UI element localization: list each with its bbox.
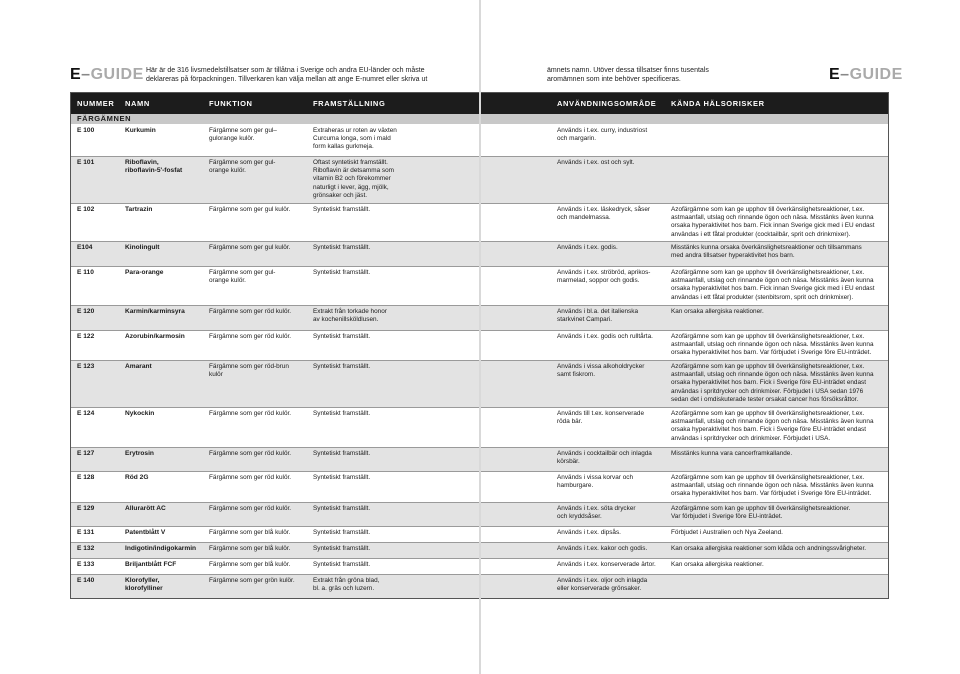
e-number: E 120 (77, 308, 95, 315)
additive-usage-line: samt fiskrom. (557, 371, 595, 379)
additive-function-line: Färgämne som ger gul– (209, 127, 277, 134)
additive-risks-line: orsaka hyperaktivitet hos barn. Fick innan Sverige gick med i EU endast (671, 285, 875, 293)
additive-production-line: bl. a. gräs och luzern. (313, 585, 375, 593)
additive-risks-line: orsaka hyperaktivitet hos barn. Var förbjudet i Sverige före EU-inträdet. (671, 349, 872, 357)
additive-production-line: Syntetiskt framställt. (313, 410, 371, 417)
additive-function-line: Färgämne som ger röd kulör. (209, 505, 292, 512)
additive-name-line: Röd 2G (125, 474, 149, 481)
additive-production-line: Syntetiskt framställt. (313, 363, 371, 370)
additive-usage-line: Används i t.ex. oljor och inlagda (557, 577, 648, 584)
additive-name-line: Indigotin/indigokarmin (125, 545, 197, 552)
additive-production-line: Riboflavin är detsamma som (313, 167, 394, 175)
additive-risks-line: Misstänks kunna vara cancerframkallande. (671, 450, 793, 457)
additive-risks-line: Var förbjudet i Sverige före EU-inträdet. (671, 513, 783, 521)
e-number: E 127 (77, 450, 95, 457)
e-number: E 128 (77, 474, 95, 481)
right-page (481, 0, 960, 674)
additive-name-line: riboflavin-5'-fosfat (125, 167, 183, 175)
header-namn: NAMN (125, 99, 150, 108)
additive-production-line: Syntetiskt framställt. (313, 545, 371, 552)
additive-risks-line: Azofärgämne som kan ge upphov till överkänslighetsreaktioner, t.ex. (671, 474, 865, 481)
section-title: FÄRGÄMNEN (77, 114, 132, 123)
additive-usage-line: röda bär. (557, 418, 583, 426)
additive-production-line: Extraheras ur roten av växten (313, 127, 397, 134)
additive-function-line: Färgämne som ger gul kulör. (209, 206, 291, 213)
additive-function-line: Färgämne som ger blå kulör. (209, 529, 291, 536)
e-number: E 124 (77, 410, 95, 417)
additive-function-line: Färgämne som ger grön kulör. (209, 577, 295, 584)
e-number: E 131 (77, 529, 95, 536)
additive-risks-line: orsaka hyperaktivitet hos barn. Var förbjudet i Sverige före EU-inträdet. (671, 490, 872, 498)
intro-text-left: Här är de 316 livsmedelstillsatser som är tillåtna i Sverige och andra EU-länder och måste deklareras på förpackningen. Tillverkaren kan välja mellan att ange E-numret eller skriva ut (146, 67, 428, 83)
additive-risks-line: Förbjudet i Australien och Nya Zeeland. (671, 529, 783, 536)
eguide-logo-left: E–GUIDE (70, 66, 144, 83)
additive-usage-line: Används i t.ex. dipsås. (557, 529, 621, 536)
additive-risks-line: Kan orsaka allergiska reaktioner. (671, 561, 764, 568)
additive-risks-line: Kan orsaka allergiska reaktioner som klåda och andningssvårigheter. (671, 545, 867, 552)
additive-risks-line: orsaka hyperaktivitet hos barn. Fick i Sverige före EU-inträdet endast (671, 379, 867, 387)
additive-function-line: kulör (209, 371, 223, 379)
additive-production-line: Curcuma longa, som i mald (313, 135, 391, 143)
additive-usage-line: Används i t.ex. ost och sylt. (557, 159, 635, 166)
additive-function-line: Färgämne som ger gul kulör. (209, 244, 291, 251)
additive-risks-line: Misstänks kunna orsaka överkänslighetsreaktioner och tillsammans (671, 244, 862, 251)
additive-risks-line: Azofärgämne som kan ge upphov till överkänslighetsreaktioner, t.ex. (671, 269, 865, 276)
additive-production-line: Syntetiskt framställt. (313, 529, 371, 536)
header-anvandning: ANVÄNDNINGSOMRÅDE (557, 99, 657, 108)
additive-function-line: Färgämne som ger blå kulör. (209, 561, 291, 568)
additive-risks-line: orsaka hyperaktivitet hos barn. Fick i Sverige före EU-inträdet endast (671, 426, 867, 434)
additive-usage-line: Används i t.ex. kakor och godis. (557, 545, 648, 552)
additive-name-line: Kurkumin (125, 127, 156, 134)
intro-text-right: ämnets namn. Utöver dessa tillsatser finns tusentals aromämnen som inte behöver specificeras. (547, 67, 709, 83)
additive-function-line: Färgämne som ger röd kulör. (209, 474, 292, 481)
e-number: E104 (77, 244, 93, 251)
additive-risks-line: orsaka hyperaktivitet hos barn. Fick innan Sverige gick med i EU endast (671, 222, 875, 230)
e-number: E 102 (77, 206, 95, 213)
additive-usage-line: körsbär. (557, 458, 580, 466)
additive-name-line: Briljantblått FCF (125, 561, 177, 568)
table-frame-left (70, 92, 479, 599)
additive-name-line: Nykockin (125, 410, 155, 417)
header-funktion: FUNKTION (209, 99, 253, 108)
additive-production-line: Syntetiskt framställt. (313, 269, 371, 276)
left-page (0, 0, 479, 674)
e-number: E 129 (77, 505, 95, 512)
additive-risks-line: astmaanfall, utslag och rinnande ögon och näsa. Misstänks även kunna (671, 371, 874, 379)
additive-usage-line: och kryddsåser. (557, 513, 602, 521)
additive-risks-line: Kan orsaka allergiska reaktioner. (671, 308, 764, 315)
additive-production-line: Oftast syntetiskt framställt. (313, 159, 388, 166)
additive-name-line: Klorofyller, (125, 577, 160, 584)
additive-risks-line: Azofärgämne som kan ge upphov till överkänslighetsreaktioner, t.ex. (671, 410, 865, 417)
additive-usage-line: Används i t.ex. söta drycker (557, 505, 636, 512)
eguide-logo-right: E–GUIDE (829, 66, 903, 83)
additive-production-line: av kochenillsköldlusen. (313, 316, 379, 324)
additive-name-line: Tartrazin (125, 206, 153, 213)
additive-function-line: Färgämne som ger röd kulör. (209, 410, 292, 417)
additive-function-line: orange kulör. (209, 277, 246, 285)
e-number: E 101 (77, 159, 95, 166)
additive-risks-line: användas i ett fåtal produkter (stenbitsrom, sprit och drinkmixer). (671, 293, 854, 301)
additive-function-line: Färgämne som ger blå kulör. (209, 545, 291, 552)
additive-usage-line: marmelad, soppor och godis. (557, 277, 640, 285)
additive-risks-line: astmaanfall, utslag och rinnande ögon och näsa. Misstänks även kunna (671, 418, 874, 426)
additive-usage-line: Används i t.ex. läskedryck, såser (557, 206, 651, 213)
additive-name-line: Amarant (125, 363, 152, 370)
additive-function-line: Färgämne som ger röd kulör. (209, 450, 292, 457)
additive-usage-line: Används i t.ex. curry, industriost (557, 127, 648, 134)
additive-usage-line: Används i cocktailbär och inlagda (557, 450, 652, 457)
e-number: E 140 (77, 577, 95, 584)
additive-risks-line: astmaanfall, utslag och rinnande ögon och näsa. Misstänks även kunna (671, 277, 874, 285)
additive-function-line: Färgämne som ger röd-brun (209, 363, 289, 370)
additive-name-line: Azorubin/karmosin (125, 333, 185, 340)
e-number: E 133 (77, 561, 95, 568)
additive-production-line: vitamin B2 och förekommer (313, 175, 391, 183)
additive-name-line: Para-orange (125, 269, 164, 276)
additive-production-line: Syntetiskt framställt. (313, 244, 371, 251)
additive-name-line: Riboflavin, (125, 159, 159, 166)
additive-production-line: Syntetiskt framställt. (313, 206, 371, 213)
additive-function-line: Färgämne som ger röd kulör. (209, 333, 292, 340)
additive-name-line: klorofylliner (125, 585, 163, 593)
additive-function-line: gulorange kulör. (209, 135, 255, 143)
additive-function-line: Färgämne som ger gul- (209, 269, 276, 276)
additive-usage-line: Används i t.ex. godis och rulltårta. (557, 333, 653, 340)
additive-usage-line: Används i t.ex. konserverade ärtor. (557, 561, 656, 568)
header-nummer: NUMMER (77, 99, 115, 108)
e-number: E 110 (77, 269, 94, 276)
additive-risks-line: Azofärgämne som kan ge upphov till överkänslighetsreaktioner, t.ex. (671, 363, 865, 370)
additive-name-line: Kinolingult (125, 244, 160, 251)
additive-usage-line: eller konserverade grönsaker. (557, 585, 642, 593)
additive-usage-line: hamburgare. (557, 482, 594, 490)
additive-risks-line: astmaanfall, utslag och rinnande ögon och näsa. Misstänks även kunna (671, 214, 874, 222)
additive-function-line: Färgämne som ger gul- (209, 159, 276, 166)
additive-usage-line: Används i vissa alkoholdrycker (557, 363, 645, 370)
additive-name-line: Allurarött AC (125, 505, 166, 512)
additive-risks-line: med andra tillsatser hyperaktivitet hos barn. (671, 252, 795, 260)
additive-usage-line: och margarin. (557, 135, 597, 143)
additive-usage-line: Används i t.ex. godis. (557, 244, 618, 251)
additive-production-line: Syntetiskt framställt. (313, 474, 371, 481)
additive-risks-line: Azofärgämne som kan ge upphov till överkänslighetsreaktioner, t.ex. (671, 333, 865, 340)
additive-production-line: Syntetiskt framställt. (313, 561, 371, 568)
additive-name-line: Erytrosin (125, 450, 154, 457)
table-frame-right (481, 92, 889, 599)
additive-risks-line: astmaanfall, utslag och rinnande ögon och näsa. Misstänks även kunna (671, 482, 874, 490)
header-framstallning: FRAMSTÄLLNING (313, 99, 386, 108)
e-number: E 132 (77, 545, 95, 552)
additive-risks-line: sedan det i omdiskuterade tester orsakat cancer hos försöksråttor. (671, 395, 859, 403)
e-number: E 100 (77, 127, 95, 134)
additive-usage-line: starkvinet Campari. (557, 316, 613, 324)
additive-usage-line: Används i bl.a. det italienska (557, 308, 638, 315)
additive-production-line: Syntetiskt framställt. (313, 333, 371, 340)
additive-production-line: Syntetiskt framställt. (313, 450, 371, 457)
additive-name-line: Karmin/karminsyra (125, 308, 185, 315)
additive-usage-line: Används i vissa korvar och (557, 474, 634, 481)
additive-usage-line: Används till t.ex. konserverade (557, 410, 645, 417)
additive-function-line: Färgämne som ger röd kulör. (209, 308, 292, 315)
additive-production-line: naturligt i lever, ägg, mjölk, (313, 183, 389, 191)
additive-risks-line: användas i spritdrycker och drinkmixer. Förbjudet i USA sedan 1976 (671, 387, 864, 395)
e-number: E 123 (77, 363, 95, 370)
additive-production-line: Extrakt från torkade honor (313, 308, 387, 315)
header-halsorisker: KÄNDA HÄLSORISKER (671, 99, 765, 108)
additive-function-line: orange kulör. (209, 167, 246, 175)
e-number: E 122 (77, 333, 95, 340)
additive-production-line: Extrakt från gröna blad, (313, 577, 380, 584)
additive-name-line: Patentblått V (125, 529, 166, 536)
additive-usage-line: och mandelmassa. (557, 214, 611, 222)
additive-usage-line: Används i t.ex. ströbröd, aprikos- (557, 269, 651, 276)
additive-risks-line: användas i spritdrycker och drinkmixer. Förbjudet i USA. (671, 434, 831, 442)
additive-production-line: Syntetiskt framställt. (313, 505, 371, 512)
additive-risks-line: användas i ett fåtal produkter (cocktailbär, sprit och drinkmixer). (671, 230, 851, 238)
additive-risks-line: astmaanfall, utslag och rinnande ögon och näsa. Misstänks även kunna (671, 341, 874, 349)
additive-risks-line: Azofärgämne som kan ge upphov till överkänslighetsreaktioner. (671, 505, 851, 512)
additive-risks-line: Azofärgämne som kan ge upphov till överkänslighetsreaktioner, t.ex. (671, 206, 865, 213)
additive-production-line: grönsaker och jäst. (313, 191, 367, 199)
additive-production-line: form kallas gurkmeja. (313, 143, 374, 151)
